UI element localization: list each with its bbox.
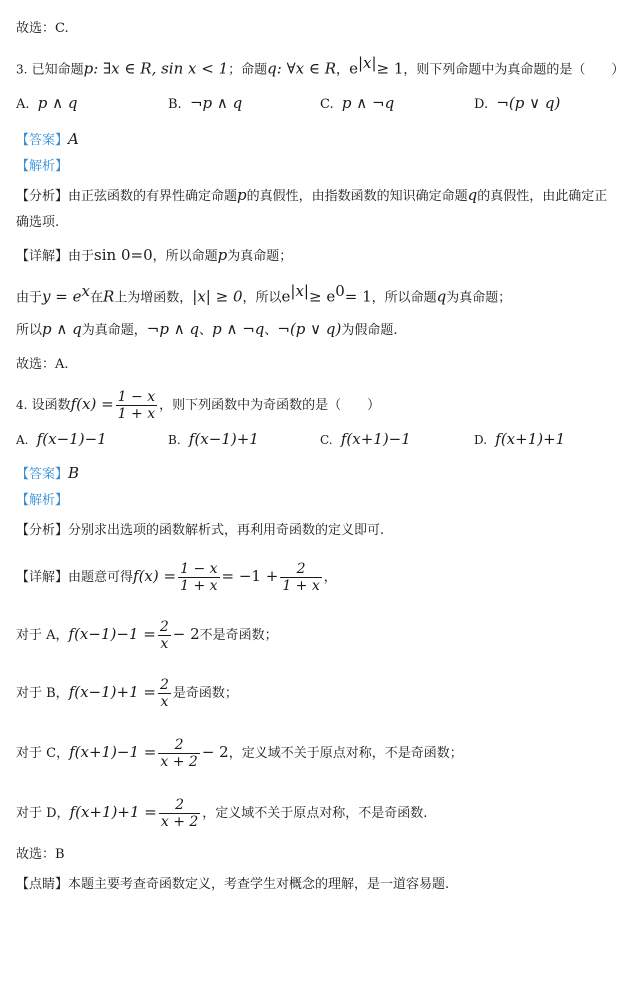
text: 对于 C， (16, 746, 70, 761)
q3-answer (16, 130, 624, 150)
comment-tag: 【点睛】 (16, 877, 69, 892)
option-label: A. (16, 97, 30, 112)
numerator: 1 − x (180, 561, 218, 577)
math-q-expr: : ∀x ∈ R (276, 59, 337, 78)
math-exp: x (81, 282, 90, 300)
option-label: D. (474, 97, 489, 112)
fraction (116, 389, 157, 422)
text: 的真假性，由此确定正 (477, 189, 608, 204)
numerator: 1 − x (117, 389, 156, 405)
math-expr: p ∧ q (42, 320, 82, 338)
q4-fenxi (16, 522, 624, 540)
text: 确选项. (16, 215, 60, 230)
option-expr: f(x−1)−1 (36, 430, 107, 448)
math-q: q (436, 287, 447, 306)
denominator: x (160, 636, 169, 652)
text: 对于 D， (16, 806, 70, 821)
text: 为真命题； (446, 290, 512, 306)
math-expr: ¬(p ∨ q) (277, 320, 342, 338)
numerator: 2 (280, 561, 321, 578)
option-expr: p ∧ q (37, 94, 78, 112)
math-expr: − 2 (172, 625, 200, 643)
math-expr: f(x) = (133, 567, 177, 585)
math-expr: − 2 (201, 743, 229, 761)
fraction (158, 737, 199, 770)
text: 不是奇函数； (199, 628, 278, 643)
q4-stem (16, 386, 624, 422)
option-label: A. (16, 433, 29, 447)
math-e: e (349, 59, 358, 78)
text: 设函数 (31, 398, 71, 413)
option-expr: ¬p ∧ q (189, 94, 243, 112)
answer-choice-text: 故选：B (16, 847, 65, 862)
math-expr: ¬p ∧ q (146, 320, 200, 338)
q4-case-b (16, 672, 624, 712)
text: 由于 (16, 290, 43, 306)
denominator: 1 + x (117, 406, 156, 422)
text: 为真命题； (227, 249, 293, 264)
math-expr: p ∧ ¬q (212, 320, 265, 338)
detail-tag: 【详解】 (16, 249, 69, 264)
stem-text: ， (336, 62, 350, 78)
math-ge: ≥ 1 (376, 59, 404, 78)
q4-xiangjie (16, 556, 624, 596)
q3-fenxi-2 (16, 214, 624, 232)
option-expr: ¬(p ∨ q) (496, 94, 561, 112)
math-expr: y = e (42, 287, 82, 306)
text: 的真假性，由指数函数的知识确定命题 (246, 189, 468, 204)
option-label: C. (320, 97, 334, 112)
denominator: x (160, 694, 169, 710)
q3-guxuan (16, 356, 624, 374)
fenxi-tag: 【分析】 (16, 189, 69, 204)
math-p-expr: : ∃x ∈ R, sin x < 1 (93, 59, 229, 78)
text: 为假命题. (341, 323, 398, 338)
text: 上为增函数， (114, 290, 193, 306)
text: ，所以命题 (371, 290, 437, 306)
q4-case-d (16, 792, 624, 832)
q3-stem (16, 54, 624, 79)
q3-jiexi (16, 158, 624, 176)
text: ，定义域不关于原点对称，不是奇函数. (202, 806, 428, 821)
text: ，所以 (242, 290, 282, 306)
denominator: 1 + x (180, 578, 218, 594)
option-c (320, 92, 394, 116)
option-label: D. (474, 433, 488, 447)
prev-answer-line (16, 20, 624, 38)
q4-options (16, 428, 624, 450)
math-exp: |x| (357, 54, 377, 72)
denominator: x + 2 (160, 754, 198, 770)
math-q: q (267, 59, 277, 78)
math-expr: |x| ≥ 0 (192, 287, 243, 306)
stem-text: 已知命题 (31, 62, 84, 78)
text: ，则下列函数中为奇函数的是（ ） (159, 398, 381, 413)
text: 本题主要考查奇函数定义，考查学生对概念的理解，是一道容易题. (68, 877, 450, 892)
fraction (280, 561, 321, 594)
text: 、 (264, 323, 278, 338)
option-label: B. (168, 97, 182, 112)
option-b (168, 92, 242, 116)
math-e: e (281, 287, 291, 306)
denominator: 1 + x (282, 578, 320, 594)
analysis-tag: 【解析】 (16, 493, 69, 508)
text: 、 (199, 323, 213, 338)
text: 在 (89, 290, 103, 306)
numerator: 2 (158, 737, 199, 754)
denominator: x + 2 (160, 814, 199, 830)
math-expr: = 1 (344, 287, 372, 306)
answer-value: A (68, 130, 79, 148)
answer-tag: 【答案】 (16, 467, 69, 482)
q4-case-a (16, 614, 624, 654)
numerator: 2 (159, 797, 200, 814)
q3-fenxi-1 (16, 186, 624, 206)
q3-xiangjie-2 (16, 282, 624, 307)
text: 为真命题， (81, 323, 147, 338)
text: 由正弦函数的有界性确定命题 (68, 189, 238, 204)
text: 所以 (16, 323, 43, 338)
q3-options (16, 92, 624, 114)
q4-answer (16, 464, 624, 484)
question-number: 3. (16, 62, 28, 77)
math-R: R (102, 287, 115, 306)
math-q: q (467, 186, 478, 204)
answer-tag: 【答案】 (16, 133, 69, 148)
detail-tag: 【详解】 (16, 570, 69, 585)
numerator: 2 (159, 619, 169, 635)
analysis-tag: 【解析】 (16, 159, 69, 174)
option-expr: p ∧ ¬q (341, 94, 395, 112)
text: 分别求出选项的函数解析式，再利用奇函数的定义即可. (68, 523, 385, 538)
fraction (158, 619, 171, 652)
fraction (158, 677, 171, 710)
math-expr: = −1 + (221, 567, 279, 585)
math-expr: sin 0=0 (94, 246, 153, 264)
math-p: p (83, 59, 94, 78)
option-label: C. (320, 433, 333, 447)
option-label: B. (168, 433, 181, 447)
numerator: 2 (159, 677, 169, 693)
option-d (474, 92, 560, 116)
stem-text: ；命题 (228, 62, 268, 78)
math-p: p (217, 246, 228, 264)
q3-xiangjie-1 (16, 246, 624, 266)
q4-jiexi (16, 492, 624, 510)
math-expr: f(x+1)−1 = (69, 743, 157, 761)
math-exp: |x| (290, 282, 309, 300)
math-p: p (237, 186, 247, 204)
option-b (168, 428, 259, 452)
fenxi-tag: 【分析】 (16, 523, 69, 538)
option-d (474, 428, 565, 452)
math-expr: f(x−1)+1 = (68, 683, 156, 701)
text: 由题意可得 (68, 570, 134, 585)
math-expr: f(x) = (70, 395, 114, 413)
option-c (320, 428, 411, 452)
fraction (178, 561, 219, 594)
answer-choice-text: 故选：A. (16, 357, 69, 372)
q3-xiangjie-3 (16, 320, 624, 340)
text: ， (323, 570, 337, 585)
question-number: 4. (16, 398, 28, 412)
answer-value: B (68, 464, 80, 482)
math-expr: f(x+1)+1 = (69, 803, 157, 821)
option-a (16, 428, 107, 452)
option-expr: f(x+1)−1 (340, 430, 411, 448)
answer-choice-text: 故选：C. (16, 21, 69, 36)
text: 是奇函数； (172, 686, 238, 701)
text: ，定义域不关于原点对称，不是奇函数； (228, 746, 463, 761)
text: 由于 (68, 249, 95, 264)
math-expr: f(x−1)−1 = (68, 625, 156, 643)
text: 对于 A， (16, 628, 69, 643)
q4-dianjing (16, 876, 624, 894)
math-expr: ≥ e (308, 287, 336, 306)
q4-case-c (16, 732, 624, 772)
stem-text: ，则下列命题中为真命题的是（ ） (403, 62, 625, 78)
option-expr: f(x−1)+1 (188, 430, 259, 448)
option-expr: f(x+1)+1 (495, 430, 566, 448)
fraction (159, 797, 200, 830)
math-exp: 0 (335, 282, 345, 300)
option-a (16, 92, 78, 116)
text: ，所以命题 (152, 249, 218, 264)
q4-guxuan (16, 846, 624, 864)
text: 对于 B， (16, 686, 69, 701)
